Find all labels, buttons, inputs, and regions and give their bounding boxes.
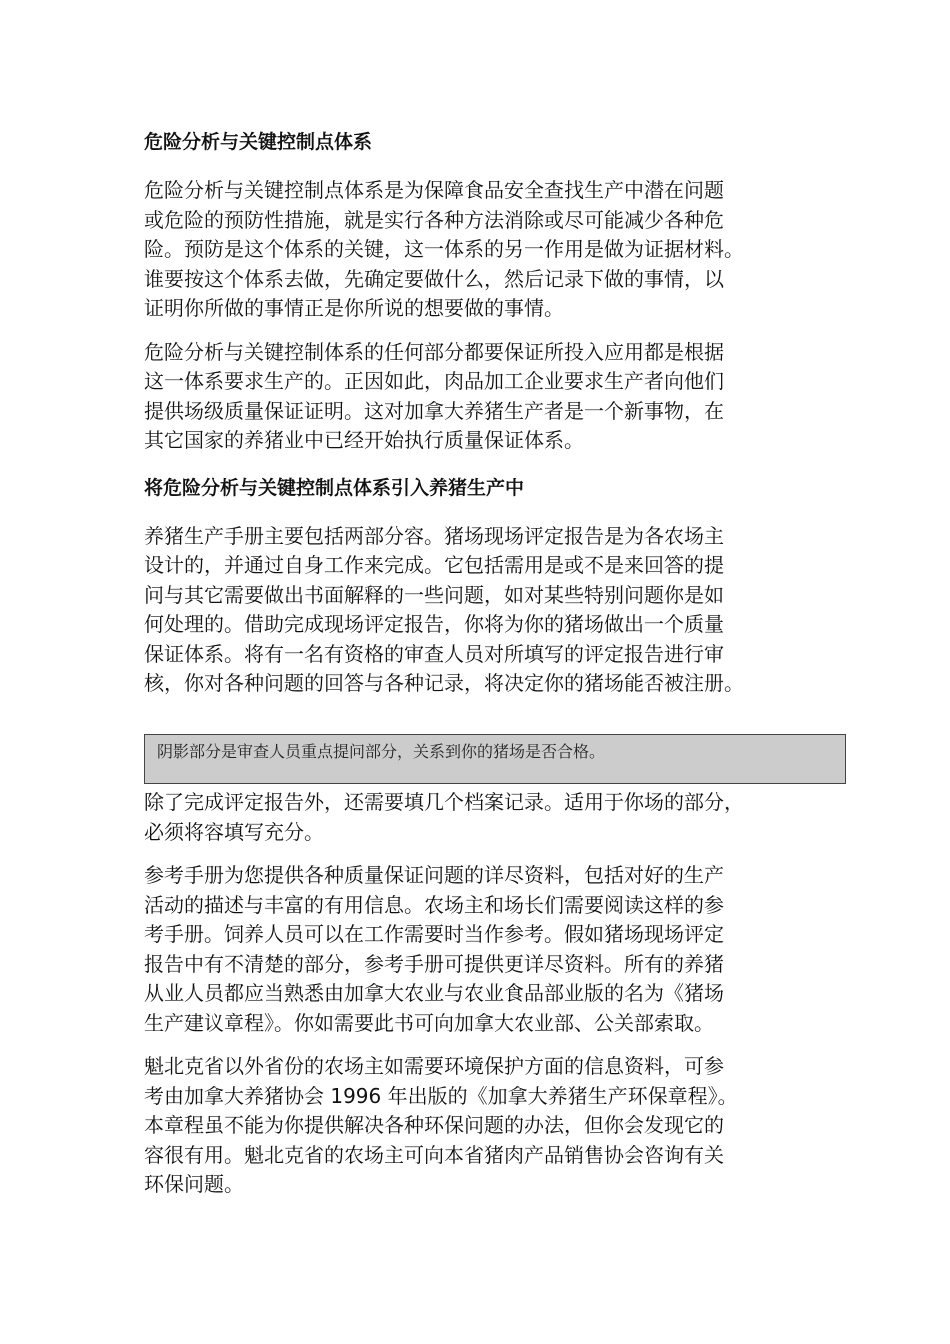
text-line: 从业人员都应当熟悉由加拿大农业与农业食品部业版的名为《猪场 [144,981,724,1005]
document-body [144,124,824,713]
text-line: 活动的描述与丰富的有用信息。农场主和场长们需要阅读这样的参 [144,892,724,917]
text-line: 危险分析与关键控制体系的任何部分都要保证所投入应用都是根据 [144,339,724,364]
text-line: 考由加拿大养猪协会 1996 年出版的《加拿大养猪生产环保章程》。 [144,1083,738,1108]
text-line: 除了完成评定报告外，还需要填几个档案记录。适用于你场的部分， [144,790,744,814]
text-line: 养猪生产手册主要包括两部分容。猪场现场评定报告是为各农场主 [144,523,724,548]
text-line: 何处理的。借助完成现场评定报告，你将为你的猪场做出一个质量 [144,612,724,636]
text-line: 参考手册为您提供各种质量保证问题的详尽资料，包括对好的生产 [144,863,724,887]
text-line: 魁北克省以外省份的农场主如需要环境保护方面的信息资料，可参 [144,1054,724,1078]
text-line: 提供场级质量保证证明。这对加拿大养猪生产者是一个新事物，在 [144,398,724,423]
shaded-note-box: 阴影部分是审查人员重点提问部分，关系到你的猪场是否合格。 [144,734,846,784]
text-line: 这一体系要求生产的。正因如此，肉品加工企业要求生产者向他们 [144,369,724,393]
paragraph-records [144,788,834,847]
paragraph-reference-manual [144,861,834,1038]
paragraph-haccp-requirements [144,338,824,456]
text-line: 或危险的预防性措施，就是实行各种方法消除或尽可能减少各种危 [144,207,724,232]
text-line: 本章程虽不能为你提供解决各种环保问题的办法，但你会发现它的 [144,1113,724,1137]
text-line: 容很有用。魁北克省的农场主可向本省猪肉产品销售协会咨询有关 [144,1142,724,1167]
text-line: 危险分析与关键控制点体系是为保障食品安全查找生产中潜在问题 [144,178,724,202]
text-line: 报告中有不清楚的部分，参考手册可提供更详尽资料。所有的养猪 [144,951,724,976]
text-line: 核，你对各种问题的回答与各种记录，将决定你的猪场能否被注册。 [144,671,744,695]
text-line: 问与其它需要做出书面解释的一些问题，如对某些特别问题你是如 [144,582,724,607]
paragraph-environment [144,1052,834,1200]
text-line: 证明你所做的事情正是你所说的想要做的事情。 [144,296,564,320]
paragraph-haccp-definition [144,176,824,324]
text-line: 其它国家的养猪业中已经开始执行质量保证体系。 [144,428,584,452]
text-line: 险。预防是这个体系的关键，这一体系的另一作用是做为证据材料。 [144,237,744,261]
section-heading-haccp: 危险分析与关键控制点体系 [144,131,373,153]
text-line: 考手册。饲养人员可以在工作需要时当作参考。假如猪场现场评定 [144,922,724,946]
text-line: 环保问题。 [144,1172,244,1196]
text-line: 生产建议章程》。你如需要此书可向加拿大农业部、公关部索取。 [144,1010,714,1035]
text-line: 设计的，并通过自身工作来完成。它包括需用是或不是来回答的提 [144,553,724,577]
text-line: 必须将容填写充分。 [144,819,324,844]
text-line: 保证体系。将有一名有资格的审查人员对所填写的评定报告进行审 [144,641,724,666]
text-line: 谁要按这个体系去做，先确定要做什么，然后记录下做的事情，以 [144,266,724,291]
paragraph-manual-contents [144,522,824,699]
section-heading-haccp-pig-production: 将危险分析与关键控制点体系引入养猪生产中 [144,476,525,499]
document-body-continued [144,788,834,1214]
